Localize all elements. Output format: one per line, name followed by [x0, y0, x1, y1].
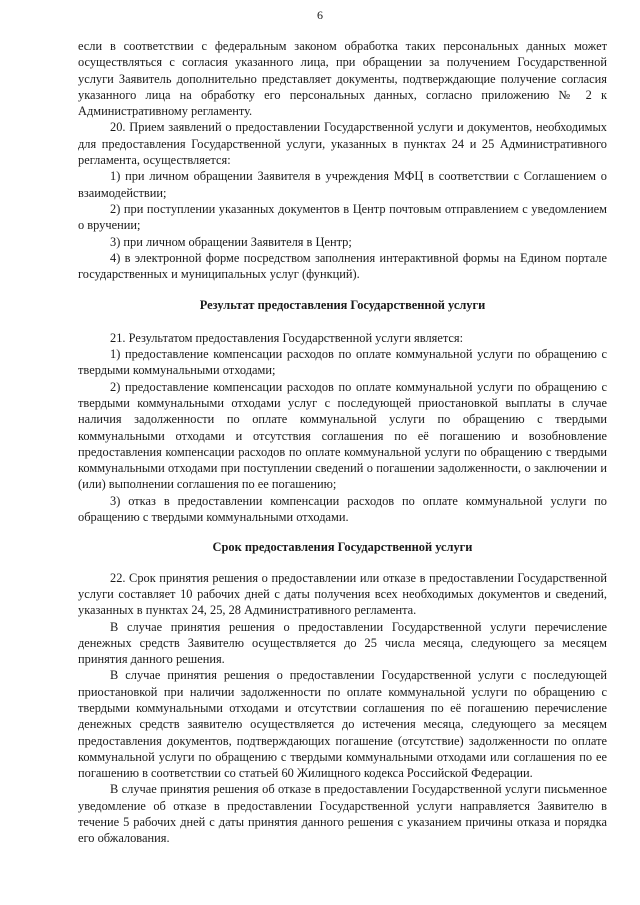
paragraph-22: 22. Срок принятия решения о предоставлении или отказе в предоставлении Государственной услуги составляет 10 рабочих дней с даты получения всех необходимых документов и сведений, указанных в пунктах 24, 25, 28 Административного регламента. — [78, 570, 607, 618]
document-body — [78, 38, 607, 847]
heading-term: Срок предоставления Государственной услуги — [212, 540, 473, 555]
section-intake — [78, 38, 607, 282]
paragraph-21-item-2: 2) предоставление компенсации расходов по оплате коммунальной услуги по обращению с твердыми коммунальными отходами услуг с последующей приостановкой выплаты в случае наличия задолженности по оплате коммунальной услуги по обращению с твердыми коммунальными отходами и отсутствия соглашения по её погашению и возобновление предоставления компенсации расходов по оплате коммунальной услуги по обращению с твердыми коммунальными отходами при поступлении сведений о погашении задолженности, о заключении и (или) выполнении соглашения по ее погашению; — [78, 379, 607, 492]
paragraph-21-item-3: 3) отказ в предоставлении компенсации расходов по оплате коммунальной услуги по обращению с твердыми коммунальными отходами. — [78, 493, 607, 525]
paragraph-21-item-1: 1) предоставление компенсации расходов по оплате коммунальной услуги по обращению с твердыми коммунальными отходами; — [78, 347, 607, 378]
paragraph-22-transfer: В случае принятия решения о предоставлении Государственной услуги перечисление денежных средств Заявителю осуществляется до 25 числа месяца, следующего за месяцем принятия данного решения. — [78, 619, 607, 667]
paragraph-20-item-2: 2) при поступлении указанных документов в Центр почтовым отправлением с уведомлением о вручении; — [78, 201, 607, 233]
section-term — [78, 570, 607, 847]
paragraph-20: 20. Прием заявлений о предоставлении Государственной услуги и документов, необходимых для предоставления Государственной услуги, указанных в пунктах 24 и 25 Административного регламента, осуществляется: — [78, 120, 607, 168]
paragraph-22-suspension: В случае принятия решения о предоставлении Государственной услуги с последующей приостановкой при наличии задолженности по оплате коммунальной услуги по обращению с твердыми коммунальными отходами и отсутствии соглашения по её погашению перечисление денежных средств заявителю осуществляется до истечения месяца, следующего за месяцем предоставления документов, подтверждающих погашение (отсутствие) задолженности по оплате коммунальной услуги по обращению с твердыми коммунальными отходами или соглашения по ее погашению в соответствии со статьей 60 Жилищного кодекса Российской Федерации. — [78, 668, 607, 781]
page-number: 6 — [317, 8, 323, 22]
paragraph-20-item-1: 1) при личном обращении Заявителя в учреждения МФЦ в соответствии с Соглашением о взаимодействии; — [78, 169, 607, 200]
paragraph-21: 21. Результатом предоставления Государственной услуги является: — [110, 330, 464, 345]
heading-result: Результат предоставления Государственной услуги — [199, 298, 486, 313]
paragraph-continuation: если в соответствии с федеральным законом обработка таких персональных данных может осуществляться с согласия указанного лица, при обращении за получением Государственной услуги Заявитель дополнительно представляет документы, подтверждающие получение согласия указанного лица на обработку его персональных данных, согласно приложению № 2 к Административному регламенту. — [78, 39, 607, 119]
paragraph-20-item-4: 4) в электронной форме посредством заполнения интерактивной формы на Едином портале государственных и муниципальных услуг (функций). — [78, 250, 607, 282]
paragraph-22-refusal: В случае принятия решения об отказе в предоставлении Государственной услуги письменное уведомление об отказе в предоставлении Государственной услуги направляется Заявителю в течение 5 рабочих дней с даты принятия данного решения с указанием причины отказа и порядка его обжалования. — [78, 782, 607, 846]
section-result — [78, 330, 607, 526]
paragraph-20-item-3: 3) при личном обращении Заявителя в Центр; — [110, 234, 352, 249]
